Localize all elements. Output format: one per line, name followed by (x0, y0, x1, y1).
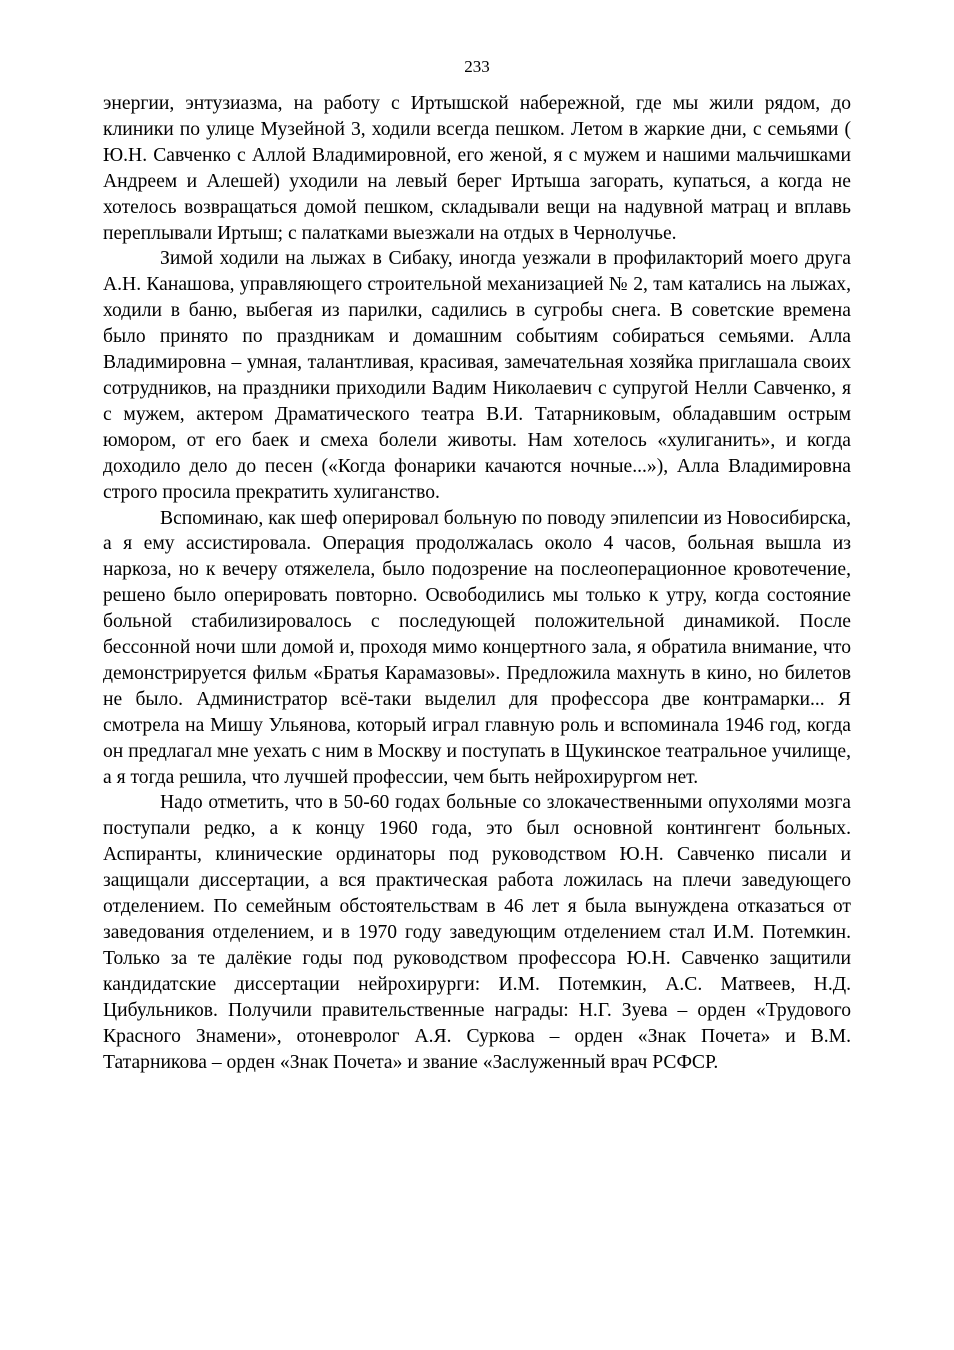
paragraph-3: Вспоминаю, как шеф оперировал больную по поводу эпилепсии из Новосибирска, а я ему ассистировала. Операция продолжалась около 4 часов, больная вышла из наркоза, но к вечеру отяжелела, было подозрение на послеоперационное кровотечение, решено было оперировать повторно. Освободились мы только к утру, когда состояние больной стабилизировалось с последующей положительной динамикой. После бессонной ночи шли домой и, проходя мимо концертного зала, я обратила внимание, что демонстрируется фильм «Братья Карамазовы». Предложила махнуть в кино, но билетов не было. Администратор всё-таки выделил для профессора две контрамарки... Я смотрела на Мишу Ульянова, который играл главную роль и вспоминала 1946 год, когда он предлагал мне уехать с ним в Москву и поступать в Щукинское театральное училище, а я тогда решила, что лучшей профессии, чем быть нейрохирургом нет. (103, 507, 851, 788)
body-text (103, 91, 851, 1075)
paragraph-2: Зимой ходили на лыжах в Сибаку, иногда уезжали в профилакторий моего друга А.Н. Канашова, управляющего строительной механизацией № 2, там катались на лыжах, ходили в баню, выбегая из парилки, садились в сугробы снега. В советские времена было принято по праздникам и домашним событиям собираться семьями. Алла Владимировна – умная, талантливая, красивая, замечательная хозяйка приглашала своих сотрудников, на праздники приходили Вадим Николаевич с супругой Нелли Савченко, я с мужем, актером Драматического театра В.И. Татарниковым, обладавшим острым юмором, от его баек и смеха болели животы. Нам хотелось «хулиганить», и когда доходило дело до песен («Когда фонарики качаются ночные...»), Алла Владимировна строго просила прекратить хулиганство. (103, 248, 851, 503)
page-number: 233 (464, 57, 490, 76)
paragraph-1: энергии, энтузиазма, на работу с Иртышской набережной, где мы жили рядом, до клиники по улице Музейной 3, ходили всегда пешком. Летом в жаркие дни, с семьями ( Ю.Н. Савченко с Аллой Владимировной, его женой, я с мужем и нашими мальчишками Андреем и Алешей) уходили на левый берег Иртыша загорать, купаться, а когда не хотелось возвращаться домой пешком, складывали вещи на надувной матрац и вплавь переплывали Иртыш; с палатками выезжали на отдых в Чернолучье. (103, 93, 851, 244)
paragraph-4: Надо отметить, что в 50-60 годах больные со злокачественными опухолями мозга поступали редко, а к концу 1960 года, это был основной контингент больных. Аспиранты, клинические ординаторы под руководством Ю.Н. Савченко писали и защищали диссертации, а вся практическая работа ложилась на плечи заведующего отделением. По семейным обстоятельствам в 46 лет я была вынуждена отказаться от заведования отделением, и в 1970 году заведующим отделением стал И.М. Потемкин. Только за те далёкие годы под руководством профессора Ю.Н. Савченко защитили кандидатские диссертации нейрохирурги: И.М. Потемкин, А.С. Матвеев, Н.Д. Цибульников. Получили правительственные награды: Н.Г. Зуева – орден «Трудового Красного Знамени», отоневролог А.Я. Суркова – орден «Знак Почета» и В.М. Татарникова – орден «Знак Почета» и звание «Заслуженный врач РСФСР. (103, 792, 851, 1073)
